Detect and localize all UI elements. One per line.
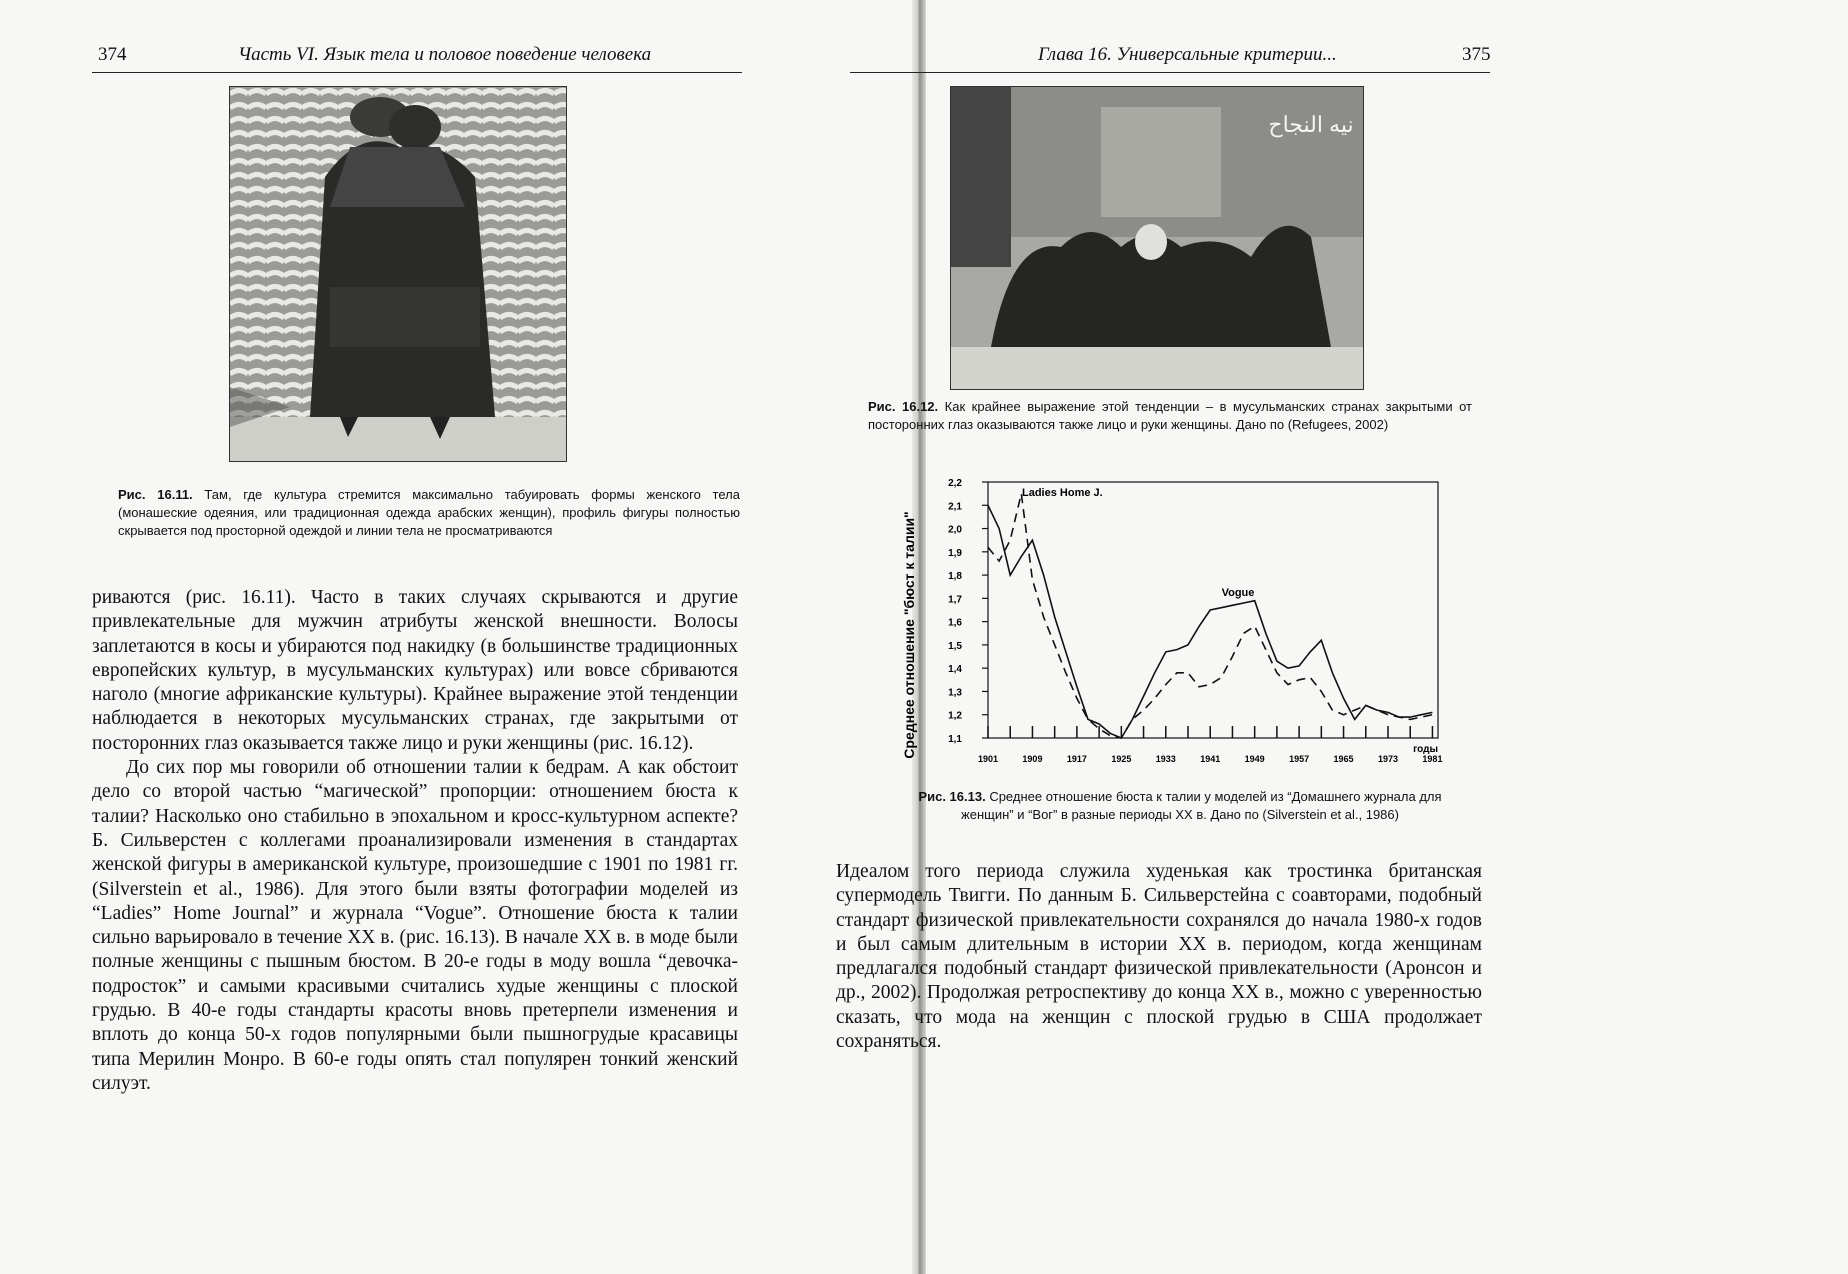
- caption-label: Рис. 16.13.: [918, 789, 986, 804]
- x-tick-label: 1901: [977, 754, 999, 764]
- x-tick-label: 1917: [1066, 754, 1087, 764]
- y-tick-label: 1,7: [948, 594, 962, 606]
- caption-text: Среднее отношение бюста к талии у моделей из “Домашнего журнала для женщин” и “Вог” в разные периоды XX в. Дано по (Silverstein et al., 1986): [961, 789, 1442, 822]
- header-rule-left: [92, 72, 742, 73]
- body-text-left: [92, 586, 738, 1096]
- right-page: [836, 0, 1848, 1274]
- figure-16-12-caption: [868, 398, 1472, 434]
- series-label-ladies-home-journal: Ladies Home J.: [1022, 487, 1103, 499]
- x-tick-label: 1957: [1289, 754, 1310, 764]
- caption-text: Там, где культура стремится максимально табуировать формы женского тела (монашеские одеяния, или традиционная одежда арабских женщин), профиль фигуры полностью скрывается под просторной одеждой и линии тела не просматриваются: [118, 487, 740, 538]
- caption-label: Рис. 16.11.: [118, 487, 193, 502]
- photo-veiled-women: [229, 86, 567, 462]
- photo-veiled-women-group: [950, 86, 1364, 390]
- y-tick-label: 1,3: [948, 687, 962, 699]
- photo-inscription: ﻧﻴﻪ ﺍﻟﻨﺠﺎﺡ: [1268, 112, 1354, 137]
- x-tick-label: 1933: [1155, 754, 1176, 764]
- y-tick-label: 2,2: [948, 478, 962, 489]
- x-tick-label: 1981: [1422, 754, 1443, 764]
- running-head-right: Глава 16. Универсальные критерии...: [1038, 44, 1337, 65]
- x-axis-label: годы: [1413, 744, 1438, 755]
- figure-16-13-chart: [898, 470, 1488, 780]
- x-tick-label: 1925: [1111, 754, 1132, 764]
- page-number-left: 374: [98, 44, 127, 65]
- series-label-vogue: Vogue: [1221, 587, 1255, 600]
- bust-waist-chart: [898, 470, 1488, 780]
- chart-plot-area: [948, 478, 1442, 764]
- x-tick-label: 1941: [1200, 754, 1221, 764]
- running-head-left: Часть VI. Язык тела и половое поведение человека: [238, 44, 652, 65]
- x-tick-label: 1965: [1333, 754, 1354, 764]
- body-text-right: [836, 860, 1482, 1054]
- y-axis-label: Среднее отношение "бюст к талии": [901, 511, 917, 759]
- caption-text: Как крайнее выражение этой тенденции – в мусульманских странах закрытыми от посторонних глаз оказываются также лицо и руки женщины. Дано по (Refugees, 2002): [868, 399, 1472, 432]
- y-tick-label: 1,9: [948, 547, 962, 559]
- x-tick-label: 1949: [1244, 754, 1265, 764]
- photo-veiled-women-group-image: [951, 87, 1363, 389]
- figure-16-13-caption: [900, 788, 1460, 824]
- y-tick-label: 1,1: [948, 734, 962, 745]
- left-page: [0, 0, 910, 1274]
- y-tick-label: 2,1: [948, 501, 962, 513]
- figure-16-11-caption: [118, 486, 740, 540]
- y-tick-label: 1,5: [948, 640, 962, 652]
- y-tick-label: 1,8: [948, 571, 962, 583]
- y-tick-label: 1,2: [948, 710, 962, 722]
- series-line-vogue: [988, 505, 1432, 738]
- y-tick-label: 1,4: [948, 664, 962, 676]
- header-rule-right: [850, 72, 1490, 73]
- photo-veiled-women-image: [230, 87, 566, 461]
- y-tick-label: 1,6: [948, 617, 962, 629]
- paragraph: До сих пор мы говорили об отношении талии к бедрам. А как обстоит дело со второй частью “магической” пропорции: отношением бюста к талии? Насколько оно стабильно в эпохальном и кросс-культурном аспекте? Б. Сильверстен с коллегами проанализировали изменения в стандартах женской фигуры в американской культуре, произошедшие с 1901 по 1981 гг. (Silverstein et al., 1986). Для этого были взяты фотографии моделей из “Ladies” Home Journal” и журнала “Vogue”. Отношение бюста к талии сильно варьировало в течение XX в. (рис. 16.13). В начале XX в. в моде были полные женщины с пышным бюстом. В 20-е годы в моду вошла “девочка-подросток” и самыми красивыми считались худые женщины с плоской грудью. В 40-е годы стандарты красоты вновь претерпели изменения и вплоть до конца 50-х годов популярными были пышногрудые красавицы типа Мерилин Монро. В 60-е годы опять стал популярен тонкий женский силуэт.: [92, 757, 738, 1094]
- y-tick-label: 2,0: [948, 524, 962, 536]
- paragraph: риваются (рис. 16.11). Часто в таких случаях скрываются и другие привлекательные для мужчин атрибуты женской внешности. Волосы заплетаются в косы и убираются под накидку (в большинстве традиционных европейских культур, в мусульманских культурах) или вовсе сбриваются наголо (многие африканские культуры). Крайнее выражение этой тенденции наблюдается в некоторых мусульманских странах, где закрытыми от посторонних глаз оказывается также лицо и руки женщины (рис. 16.12).: [92, 587, 738, 754]
- paragraph: Идеалом того периода служила худенькая как тростинка британская супермодель Твигги. По данным Б. Сильверстейна с соавторами, подобный стандарт физической привлекательности сохранялся до начала 1980-х годов и был самым длительным в истории XX в. периодом, когда женщинам предлагался подобный стандарт физической привлекательности (Аронсон и др., 2002). Продолжая ретроспективу до конца XX в., можно с уверенностью сказать, что мода на женщин с плоской грудью в США продолжает сохраняться.: [836, 861, 1482, 1053]
- caption-label: Рис. 16.12.: [868, 399, 939, 414]
- page-number-right: 375: [1462, 44, 1491, 65]
- x-tick-label: 1973: [1377, 754, 1399, 764]
- x-tick-label: 1909: [1022, 754, 1043, 764]
